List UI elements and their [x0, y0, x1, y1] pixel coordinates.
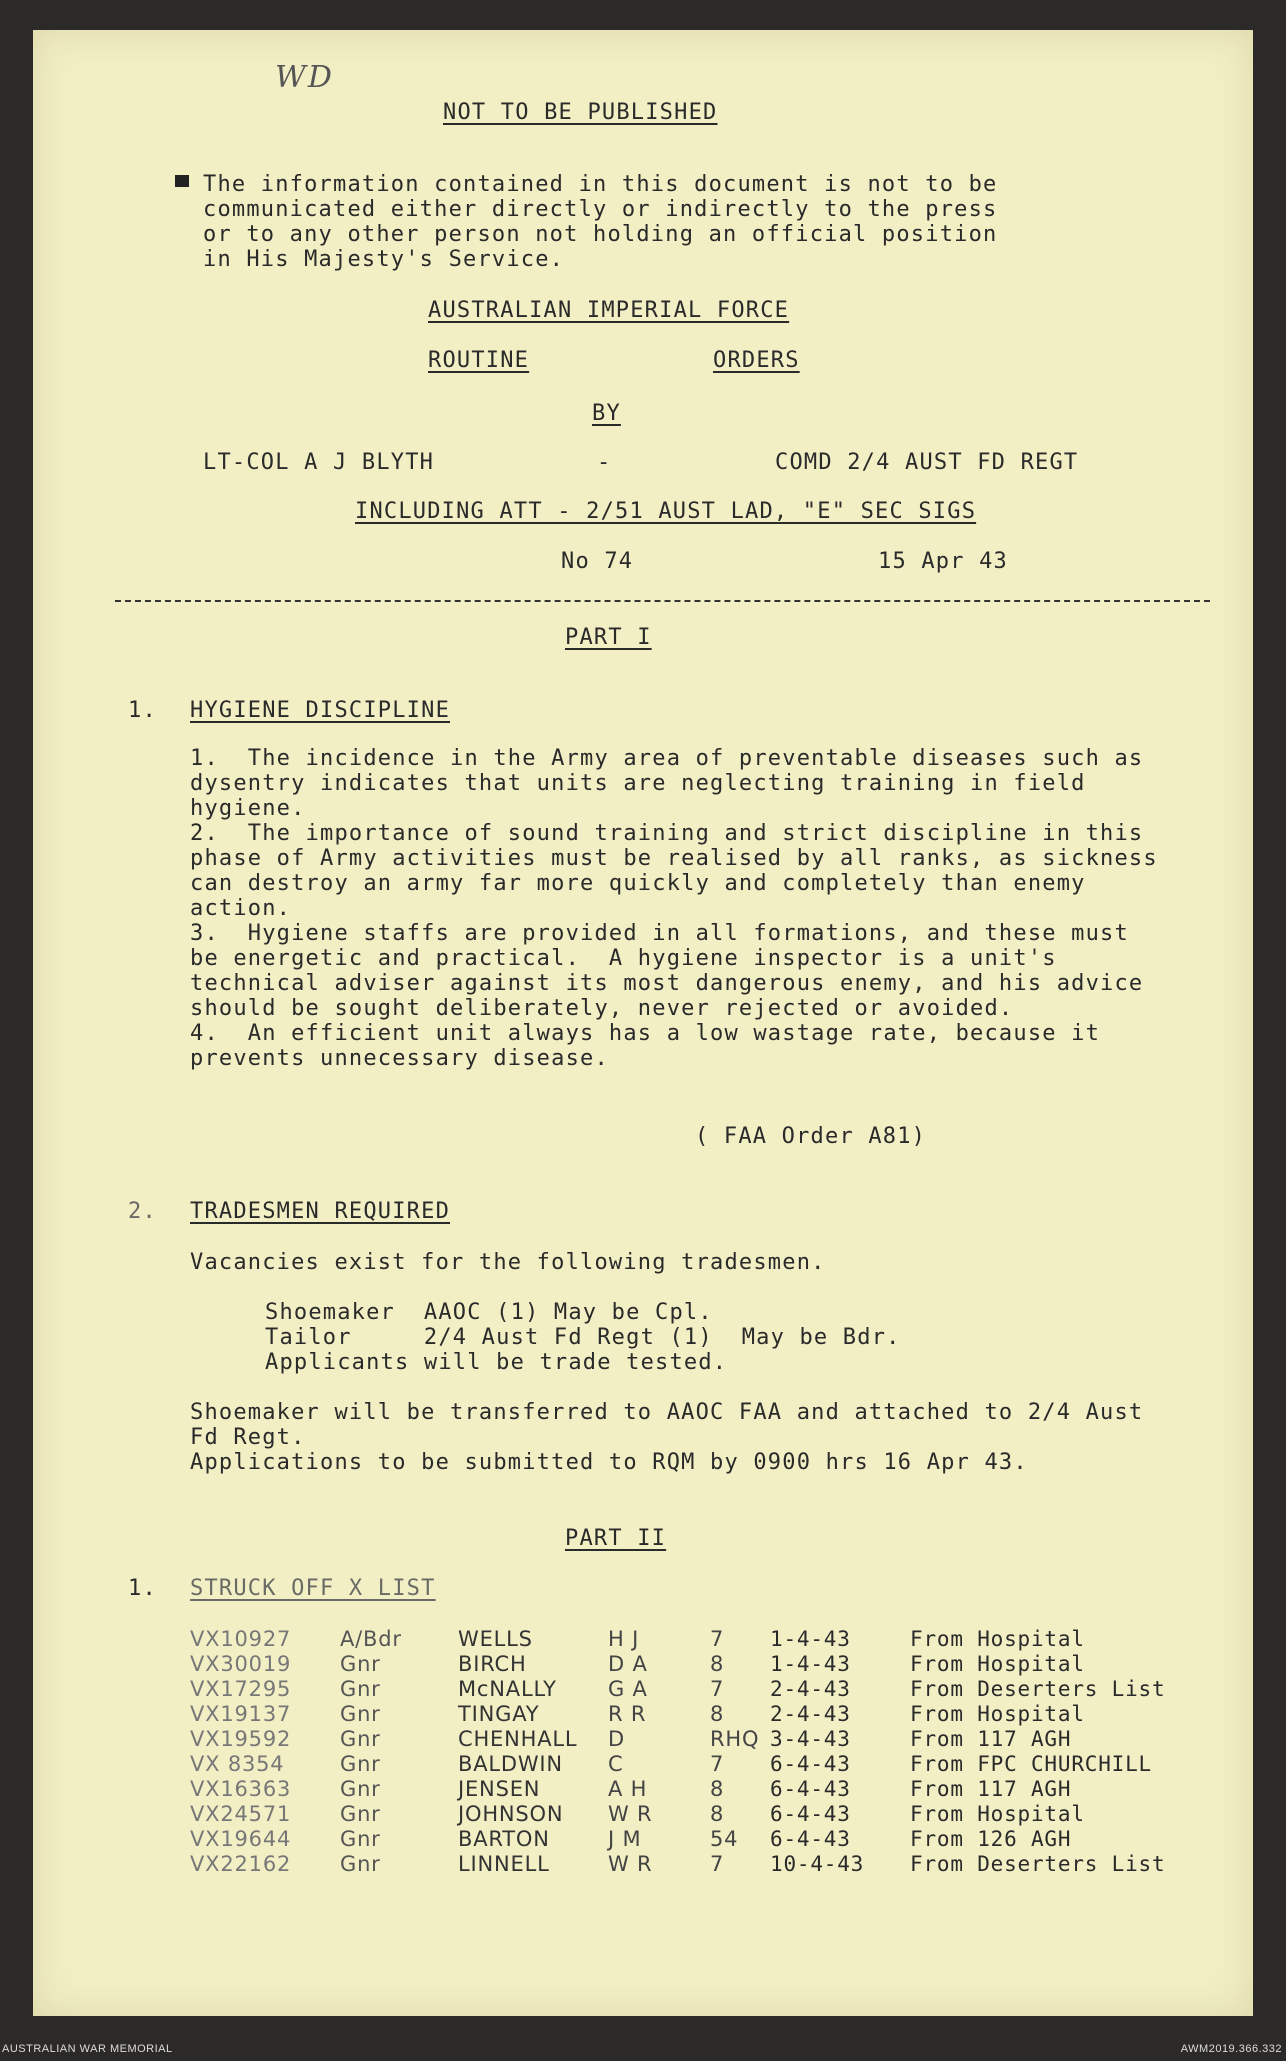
item2-heading: TRADESMEN REQUIRED [190, 1199, 451, 1224]
hygiene-line-5: phase of Army activities must be realised by all ranks, as sickness [190, 846, 1158, 871]
routine-label: ROUTINE [428, 348, 530, 373]
surname: BALDWIN [458, 1752, 563, 1776]
including-line: INCLUDING ATT - 2/51 AUST LAD, "E" SEC SIGS [355, 499, 977, 524]
remarks: From 126 AGH [910, 1827, 1072, 1851]
part2-title: PART II [565, 1526, 667, 1551]
service-number: VX22162 [190, 1852, 292, 1876]
handwritten-annotation: WD [275, 60, 334, 95]
initials: R R [608, 1702, 647, 1726]
table-row [190, 1702, 1210, 1727]
unit: RHQ [710, 1727, 760, 1751]
date: 3-4-43 [770, 1727, 851, 1751]
initials: W R [608, 1852, 653, 1876]
part2-item1-heading: STRUCK OFF X LIST [190, 1576, 436, 1601]
notice-line-3: or to any other person not holding an official position [203, 222, 998, 247]
surname: BARTON [458, 1827, 550, 1851]
order-date: 15 Apr 43 [878, 549, 1009, 574]
table-row [190, 1677, 1210, 1702]
service-number: VX19644 [190, 1827, 292, 1851]
hygiene-line-11: should be sought deliberately, never rejected or avoided. [190, 996, 1014, 1021]
commander-name: LT-COL A J BLYTH [203, 450, 435, 475]
unit: 7 [710, 1752, 725, 1776]
tradesmen-note-3: Applications to be submitted to RQM by 0900 hrs 16 Apr 43. [190, 1450, 1028, 1475]
date: 6-4-43 [770, 1827, 851, 1851]
surname: TINGAY [458, 1702, 540, 1726]
unit: 8 [710, 1652, 725, 1676]
remarks: From Hospital [910, 1802, 1085, 1826]
section-divider [115, 600, 1210, 602]
unit: 8 [710, 1777, 725, 1801]
date: 1-4-43 [770, 1652, 851, 1676]
rank: Gnr [340, 1727, 381, 1751]
hygiene-line-3: hygiene. [190, 796, 306, 821]
table-row [190, 1652, 1210, 1677]
table-row [190, 1777, 1210, 1802]
service-number: VX24571 [190, 1802, 292, 1826]
date: 2-4-43 [770, 1702, 851, 1726]
rank: A/Bdr [340, 1627, 402, 1651]
remarks: From Deserters List [910, 1852, 1166, 1876]
rank: Gnr [340, 1827, 381, 1851]
remarks: From FPC CHURCHILL [910, 1752, 1152, 1776]
service-number: VX19137 [190, 1702, 292, 1726]
orders-label: ORDERS [713, 348, 800, 373]
remarks: From 117 AGH [910, 1777, 1072, 1801]
remarks: From Deserters List [910, 1677, 1166, 1701]
date: 6-4-43 [770, 1777, 851, 1801]
item2-number: 2. [128, 1199, 157, 1224]
unit: 7 [710, 1852, 725, 1876]
item1-heading: HYGIENE DISCIPLINE [190, 698, 451, 723]
rank: Gnr [340, 1852, 381, 1876]
initials: J M [608, 1827, 642, 1851]
hygiene-line-6: can destroy an army far more quickly and completely than enemy [190, 871, 1086, 896]
table-row [190, 1627, 1210, 1652]
notice-line-2: communicated either directly or indirectly to the press [203, 197, 998, 222]
rank: Gnr [340, 1752, 381, 1776]
surname: McNALLY [458, 1677, 557, 1701]
hygiene-line-2: dysentry indicates that units are neglecting training in field [190, 771, 1086, 796]
hygiene-line-10: technical adviser against its most dangerous enemy, and his advice [190, 971, 1144, 996]
remarks: From Hospital [910, 1652, 1085, 1676]
hygiene-line-4: 2. The importance of sound training and strict discipline in this [190, 821, 1144, 846]
table-row [190, 1827, 1210, 1852]
service-number: VX30019 [190, 1652, 292, 1676]
trade-line-3: Applicants will be trade tested. [265, 1350, 728, 1375]
commander-dash: - [597, 450, 612, 475]
initials: D [608, 1727, 625, 1751]
hygiene-line-1: 1. The incidence in the Army area of preventable diseases such as [190, 746, 1144, 771]
rank: Gnr [340, 1802, 381, 1826]
hygiene-line-13: prevents unnecessary disease. [190, 1046, 609, 1071]
bullet-mark [175, 175, 189, 187]
command-title: COMD 2/4 AUST FD REGT [775, 450, 1079, 475]
table-row [190, 1802, 1210, 1827]
tradesmen-note-1: Shoemaker will be transferred to AAOC FAA and attached to 2/4 Aust [190, 1400, 1144, 1425]
service-number: VX16363 [190, 1777, 292, 1801]
unit: 54 [710, 1827, 739, 1851]
hygiene-line-12: 4. An efficient unit always has a low wastage rate, because it [190, 1021, 1101, 1046]
initials: G A [608, 1677, 648, 1701]
service-number: VX19592 [190, 1727, 292, 1751]
rank: Gnr [340, 1777, 381, 1801]
date: 6-4-43 [770, 1752, 851, 1776]
rank: Gnr [340, 1702, 381, 1726]
footer-reference: AWM2019.366.332 [1180, 2043, 1282, 2055]
table-row [190, 1852, 1210, 1877]
order-reference: ( FAA Order A81) [695, 1124, 927, 1149]
trade-line-2: Tailor 2/4 Aust Fd Regt (1) May be Bdr. [265, 1325, 901, 1350]
tradesmen-note-2: Fd Regt. [190, 1425, 306, 1450]
service-number: VX 8354 [190, 1752, 285, 1776]
order-number: No 74 [561, 549, 634, 574]
item1-number: 1. [128, 698, 157, 723]
hygiene-line-7: action. [190, 896, 292, 921]
surname: CHENHALL [458, 1727, 578, 1751]
surname: JOHNSON [458, 1802, 564, 1826]
hygiene-line-9: be energetic and practical. A hygiene inspector is a unit's [190, 946, 1057, 971]
rank: Gnr [340, 1652, 381, 1676]
force-title: AUSTRALIAN IMPERIAL FORCE [428, 298, 790, 323]
by-label: BY [592, 401, 621, 426]
surname: WELLS [458, 1627, 533, 1651]
remarks: From Hospital [910, 1627, 1085, 1651]
service-number: VX17295 [190, 1677, 292, 1701]
unit: 8 [710, 1802, 725, 1826]
initials: A H [608, 1777, 648, 1801]
date: 10-4-43 [770, 1852, 865, 1876]
classification-heading: NOT TO BE PUBLISHED [443, 100, 718, 125]
remarks: From Hospital [910, 1702, 1085, 1726]
remarks: From 117 AGH [910, 1727, 1072, 1751]
trade-line-1: Shoemaker AAOC (1) May be Cpl. [265, 1300, 713, 1325]
table-row [190, 1752, 1210, 1777]
notice-line-4: in His Majesty's Service. [203, 247, 565, 272]
date: 6-4-43 [770, 1802, 851, 1826]
part2-item1-number: 1. [128, 1576, 157, 1601]
surname: BIRCH [458, 1652, 527, 1676]
tradesmen-intro: Vacancies exist for the following tradesmen. [190, 1250, 826, 1275]
initials: H J [608, 1627, 640, 1651]
notice-line-1: The information contained in this document is not to be [203, 172, 998, 197]
part1-title: PART I [565, 625, 652, 650]
footer-institution: AUSTRALIAN WAR MEMORIAL [2, 2043, 173, 2055]
unit: 7 [710, 1627, 725, 1651]
service-number: VX10927 [190, 1627, 292, 1651]
date: 1-4-43 [770, 1627, 851, 1651]
surname: JENSEN [458, 1777, 541, 1801]
rank: Gnr [340, 1677, 381, 1701]
unit: 7 [710, 1677, 725, 1701]
hygiene-line-8: 3. Hygiene staffs are provided in all formations, and these must [190, 921, 1129, 946]
initials: C [608, 1752, 624, 1776]
surname: LINNELL [458, 1852, 550, 1876]
initials: W R [608, 1802, 653, 1826]
unit: 8 [710, 1702, 725, 1726]
initials: D A [608, 1652, 648, 1676]
table-row [190, 1727, 1210, 1752]
date: 2-4-43 [770, 1677, 851, 1701]
